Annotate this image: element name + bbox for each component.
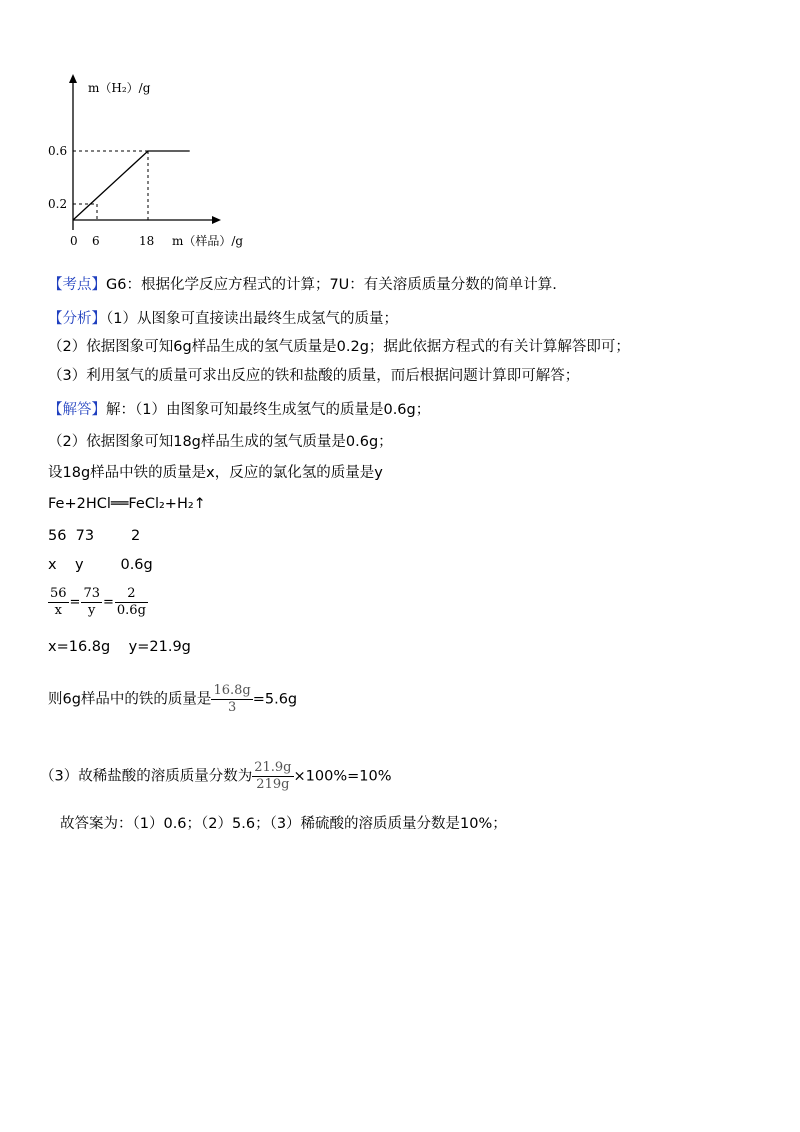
molar-masses: 56 73 2 — [48, 528, 141, 544]
jieda-line-2: （2）依据图象可知18g样品生成的氢气质量是0.6g； — [48, 434, 393, 450]
jieda-line-1 — [48, 400, 430, 420]
acid-fraction-line: （3）故稀盐酸的溶质质量分数为 $\frac{21.9g}{219g}$ ×100%=10% — [40, 760, 392, 792]
y-tick-02: 0.2 — [48, 197, 68, 211]
solution-result: x=16.8g y=21.9g — [48, 639, 191, 655]
fraction-iron: $\frac{16.8g}{3}$ — [213, 683, 251, 715]
x-axis-label: m（样品）/g — [172, 234, 244, 248]
kaodian-line — [48, 275, 557, 295]
fraction-56-x: $\frac{56}{x}$ — [50, 586, 67, 618]
kaodian-text: G6：根据化学反应方程式的计算；7U：有关溶质质量分数的简单计算. — [106, 277, 557, 293]
jieda-text-1: 解：（1）由图象可知最终生成氢气的质量是0.6g； — [106, 402, 431, 418]
y-tick-06: 0.6 — [48, 144, 68, 158]
x-tick-18: 18 — [139, 234, 155, 248]
fenxi-tag: 【分析】 — [48, 311, 106, 327]
hydrogen-line — [73, 151, 190, 220]
fenxi-line-3: （3）利用氢气的质量可求出反应的铁和盐酸的质量，而后根据问题计算即可解答； — [48, 368, 580, 384]
chemical-equation: Fe+2HCl══FeCl₂+H₂↑ — [48, 496, 206, 512]
jieda-tag: 【解答】 — [48, 402, 106, 418]
fraction-acid: $\frac{21.9g}{219g}$ — [254, 760, 292, 792]
iron-mass-line: 则6g样品中的铁的质量是 $\frac{16.8g}{3}$ =5.6g — [48, 683, 298, 715]
fenxi-text-1: （1）从图象可直接读出最终生成氢气的质量； — [106, 311, 398, 327]
fenxi-line-2: （2）依据图象可知6g样品生成的氢气质量是0.2g；据此依据方程式的有关计算解答即可； — [48, 339, 630, 355]
y-axis-arrow — [69, 74, 77, 83]
final-answer: 故答案为：（1）0.6；（2）5.6；（3）稀硫酸的溶质质量分数是10%； — [60, 816, 507, 832]
kaodian-tag: 【考点】 — [48, 277, 106, 293]
proportion-equation: $\frac{56}{x}$ = $\frac{73}{y}$ = $\frac{2}{0.6g}$ — [50, 586, 146, 618]
unknown-vars: x y 0.6g — [48, 557, 153, 573]
fenxi-line-1 — [48, 309, 398, 329]
hydrogen-mass-graph — [40, 70, 260, 255]
x-tick-6: 6 — [92, 234, 100, 248]
y-axis-label: m（H₂）/g — [88, 81, 151, 95]
x-tick-0: 0 — [70, 234, 78, 248]
fraction-73-y: $\frac{73}{y}$ — [83, 586, 100, 618]
fraction-2-06g: $\frac{2}{0.6g}$ — [116, 586, 146, 618]
x-axis-arrow — [212, 216, 221, 224]
jieda-line-3: 设18g样品中铁的质量是x，反应的氯化氢的质量是y — [48, 465, 383, 481]
